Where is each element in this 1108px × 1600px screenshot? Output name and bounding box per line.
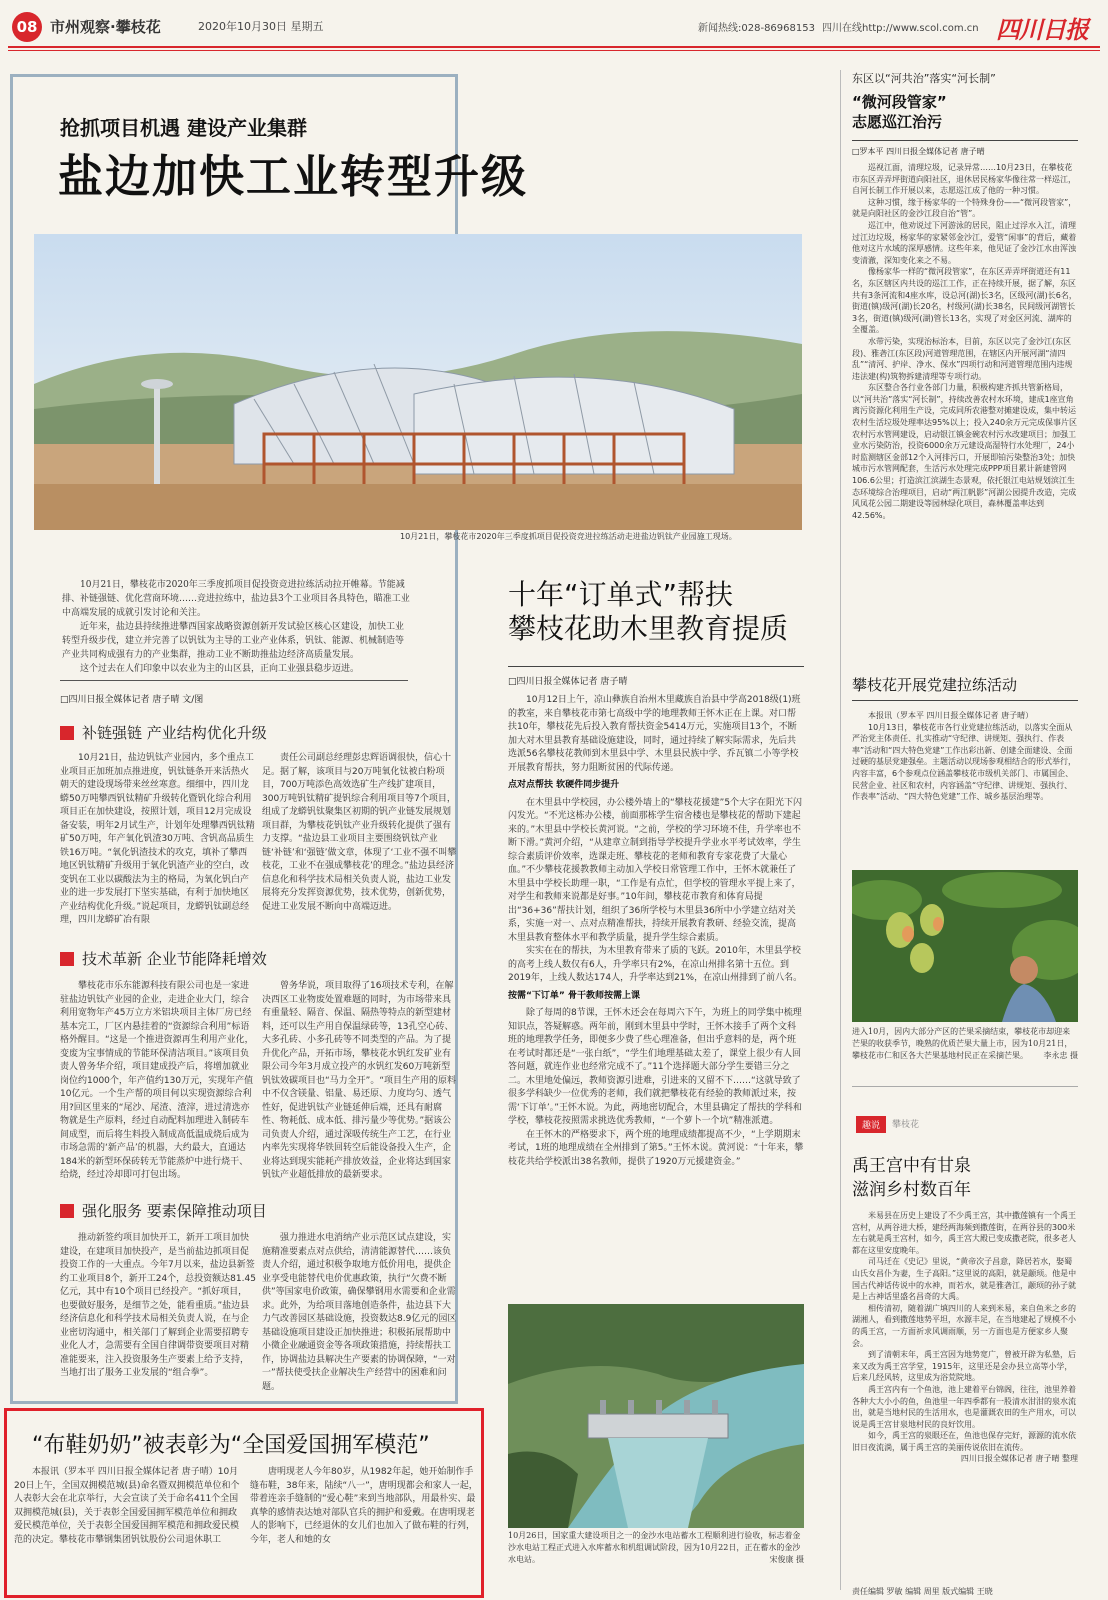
lead-divider (60, 680, 408, 681)
award-story-col: 唐明现老人今年80岁，从1982年起，她开始制作手缝布鞋，38年来，陆续“八一”，唐明现都会和家人一起，带着连亲手缝制的“爱心鞋”来到当地部队，用最朴实、最真挚的感情表达她对部队官兵的拥护和爱戴。在唐明现老人的影响下，已经退休的女儿们也加入了做布鞋的行列，今年，老人和她的女 (250, 1467, 478, 1545)
photo-credit: 宋俊康 摄 (769, 1555, 804, 1564)
industrial-park-photo (34, 234, 802, 530)
red-square-icon (60, 1204, 74, 1218)
lead-paragraph: 10月21日，攀枝花市2020年三季度抓项目促投资竞进拉练活动拉开帷幕。节能减排、补链强链、优化营商环境……竞进拉练中，盐边县3个工业项目各具特色，瞄准工业中高端发展的成就引发讨论和关注。 (62, 580, 410, 618)
party-story-body: 本报讯（罗本平 四川日报全媒体记者 唐子晴） 10月13日，攀枝花市各行业党建拉练活动，以落实全面从严治党主体责任、扎实推动“守纪律、讲规矩、强执行、作表率”活动和“四大特色党建”工作出彩出新、创建全面建设、全面过硬的基层党建强垒。主题活动以现场参观相结合的形式举行，内容丰富，6个参观点位涵盖攀枝花市级机关部门、市属国企、民营企业、社区和农村，内容涵盖“守纪律、讲规矩、强执行、作表率”活动、“四大特色党建”工作、城乡基层治理等。 (852, 711, 1076, 802)
column-rule (840, 70, 841, 1590)
main-headline: 盐边加快工业转型升级 (58, 150, 529, 203)
hydropower-photo (508, 1304, 804, 1528)
mango-photo-caption: 进入10月，因内大部分产区的芒果采摘结束，攀枝花市却迎来芒果的收获季节，晚熟的优质芒果大量上市，因为10月21日，攀枝花市仁和区各大芒果基地村民正在采摘芒果。 李永忠 摄 (852, 1027, 1078, 1060)
header-rule (8, 46, 1100, 48)
feature-tag: 趣说 (856, 1116, 886, 1133)
river-story-divider (852, 140, 1078, 141)
lead-paragraph: 近年来，盐边县持续推进攀西国家战略资源创新开发试验区核心区建设，加快工业转型升级步伐，建立并完善了以钒钛为主导的工业产业体系，钒钛、能源、机械制造等产业共同构成强有力的产业集群，推动工业不断助推盐边经济高质量发展。 (62, 622, 405, 660)
temple-story-credit: 四川日报全媒体记者 唐子晴 整理 (960, 1454, 1078, 1464)
main-photo-caption: 10月21日，攀枝花市2020年三季度抓项目促投资竞进拉练活动走进盐边钒钛产业园施工现场。 (400, 532, 737, 541)
education-subhead: 点对点帮扶 软硬件同步提升 (508, 780, 620, 790)
newspaper-logo: 四川日报 (996, 15, 1088, 44)
award-story-col: 本报讯（罗本平 四川日报全媒体记者 唐子晴）10月20日上午，全国双拥模范城(县)命名暨双拥模范单位和个人表彰大会在北京举行，大会宣读了关于命名411个全国双拥模范城(县)，关于表彰全国爱国拥军模范单位和拥政爱民模范单位，关于表彰全国爱国拥军模范和拥政爱民模范的决定。攀枝花市攀钢集团钒钛股份公司退休职工 (14, 1467, 240, 1545)
photo-credit: 李永忠 摄 (1043, 1051, 1078, 1060)
temple-story-body: 米易县在历史上建设了不少禹王宫，其中撒莲镇有一个禹王宫村，从两谷进大桥，建经两海频到撒莲街，在两谷县的300米左右就是禹王宫村，如今，禹王宫大殿已变成撒老院，很多老人都在这里安度晚年。 司马迁在《史记》里说，“黄帝次子昌意，降居若水，娶蜀山氏女昌仆为妻，生子高阳。”这里说的高阳，就是颛顼。他是中国古代神话传说中的水神，而若水，就是雅砻江，颛顼的孙子就是上古神话里盛名昌奇的大禹。 相传清初，随着湖广填四川的人来到米易，来自鱼米之乡的湖湘人，看到撒莲地势平坦，水源丰足，在当地建起了规模不小的禹王宫，一方面祈求风调雨顺，另一方面也是方便家乡人聚会。 到了清朝末年，禹王宫因为地势宽广，曾被开辟为私塾，后来又改为禹王宫学堂，1915年，这里还是会办县立高等小学，后来几经风转，这里成为浴荒院地。 禹王宫内有一个鱼池，池上建着平台锦阁，往往，池里养着各种大大小小的鱼，鱼池里一年四季都有一股清水泔泔的泉水流出，就是当地村民的生活用水，也是灌溉农田的生产用水，可以说是禹王宫甘泉地村民的良好饮用。 如今，禹王宫的泉眼还在，鱼池也保存完好，源源的流水依旧日夜流淌，属于禹王宫的美丽传说依旧在流传。 四川日报全媒体记者 唐子晴 整理 (852, 1211, 1078, 1464)
red-square-icon (60, 952, 74, 966)
editor-credits: 责任编辑 罗敏 编辑 周里 版式编辑 王晓 (852, 1587, 993, 1596)
mango-harvest-photo (852, 870, 1078, 1022)
section-text-col: 10月21日，盐边钒钛产业园内，多个重点工业项目正加班加点推进度，钒钛链条开来活热火朝天的建设现场带来丝丝寒意。细细中，四川龙蟒50万吨攀西钒钛精矿升级转化暨钒化综合利用项目正在加快建设，按照计划，项目12月完成设备安装，明年2月试生产，计划年处理攀西钒钛精矿50万吨，年产氧化钒渣30万吨、含钒高品质生铁16万吨。“氧化钒渣技术的攻克，填补了攀西地区钒钛精矿升级用于氧化钒渣产业的空白，改变钒在工业以碳酸法为主的格局，为氧化钒白产业的进一步发展打下坚实基础，有利于加快地区产业结构优化升级。”说起项目，龙蟒钒钛副总经理，四川龙蟒矿冶有限 (60, 753, 255, 925)
river-story-byline: □罗本平 四川日报全媒体记者 唐子晴 (852, 147, 985, 156)
education-body: 10月12日上午，凉山彝族自治州木里藏族自治县中学高2018级(1)班的教室，来自攀枝花市第七高级中学的地理教师王怀木正在上课。对口帮扶10年，攀枝花先后投入教育帮扶资金5414万元，实施项目13个，不断加大对木里县教育基础设施建设，同时，通过持续了解实际需求，先后共选派56名攀枝花教师到木里县中学、木里县民族中学、乔瓦镇二小等学校开展教育帮扶，努力阻断贫困的代际传递。 点对点帮扶 软硬件同步提升 在木里县中学校园，办公楼外墙上的“攀枝花援建”5个大字在阳光下闪闪发光。“不光这栋办公楼，前面那栋学生宿舍楼也是攀枝花的帮助下建起来的。”木里县中学校长黄河说。“之前，学校的学习环境不佳，升学率也不断下滑。”黄河介绍，“从建章立制到指导学校提升学业水平考试效率，学生综合素质评价效率，选课走班、攀枝花的老师和教育专家花费了大量心血。”不少攀枝花援教教师主动加入学校日常管理工作中，王怀木就兼任了木里县中学校长助理一职，“工作是有点忙，但学校的管理水平提上来了，对学生和教师来说都是好事。”10年间，攀枝花市教育和体育局提出“36+36”帮扶计划，组织了36所学校与木里县36所中小学建立结对关系，实施一对一、点对点精准帮扶，持续开展教育教研、经验交流，提高木里县教育整体水平和教学质量，提升学生综合素质。 实实在在的帮扶，为木里教育带来了质的飞跃。2010年，木里县学校的高考上线人数仅有6人，升学率只有2%，在凉山州排名第十五位。到2019年，上线人数达174人，升学率达到21%，在凉山州排到了前八名。 按需“下订单” 骨干教师按需上课 除了每周的8节课，王怀木还会在每周六下午，为班上的同学集中梳理知识点，答疑解惑。两年前，刚到木里县中学时，王怀木接手了两个文科班的地理教学任务，即便多少费了些心理准备，但出乎意料的是，两个班在考试时都还是“一张白纸”，“学生们地理基础太差了，课堂上很少有人回答问题，就连作业也经常完成不了。”11个选择题大部分学生要错三分之二。木里地处偏远，教师资源引进难，引进来的又留不下……“这就导致了很多学科缺少一位优秀的老师，我们就把攀枝花有经验的教师派过来，按需‘下订单’。”王怀木说。为此，两地密切配合，木里县确定了帮扶的学科和学校，攀枝花按照需求挑选优秀教师，“一个萝卜一个坑”精准派遣。 在王怀木的严格要求下，两个班的地理成绩都提高不少，“上学期期末考试，1班的地理成绩在全州排到了第5。”王怀木说。黄河说：“十年来，攀枝花共给学校派出38名教师，提供了1920万元援建资金。” (508, 695, 804, 1167)
education-byline: □四川日报全媒体记者 唐子晴 (508, 677, 628, 687)
feature-tag-sub: 攀枝花 (892, 1120, 920, 1130)
river-story-title: “微河段管家” 志愿巡江治污 (852, 93, 947, 131)
page-number-badge: 08 (12, 12, 42, 42)
website-link[interactable]: 四川在线http://www.scol.com.cn (822, 23, 979, 34)
education-headline: 十年“订单式”帮扶 攀枝花助木里教育提质 (508, 578, 789, 645)
hotline: 新闻热线:028-86968153 (698, 23, 815, 34)
hydropower-caption: 10月26日，国家重大建设项目之一的金沙水电站蓄水工程顺利进行验收，标志着金沙水电站工程正式进入水库蓄水和机组调试阶段，因为10月22日，正在蓄水的金沙水电站。 宋俊康 摄 (508, 1531, 804, 1564)
river-story-body: 巡视江面，清理垃圾，记录异常……10月23日，在攀枝花市东区弄弄坪街道向阳社区，退休居民杨家华像往常一样巡江，自河长制工作开展以来，志愿巡江成了他的一种习惯。 这种习惯，缘于杨家华的一个特殊身份——“微河段管家”，就是向阳社区的金沙江段自治“管”。 巡江中，他劝说过下河游泳的居民，阻止过浮水入江，清理过江边垃圾，杨家华的家紧邻金沙江，爱管“闲事”的背后，藏着他对这片水域的深厚感情。这些年来，他见证了金沙江水由浑浊变清澈，深知变化来之不易。 像杨家华一样的“微河段管家”，在东区弄弄坪街道还有11名，东区辖区内共设的巡江工作，正在持续开展，据了解，东区共有3条河流和4座水库，设总河(湖)长3名，区级河(湖)长6名，街道(镇)级河(湖)长20名，村级河(湖)长38名，民间级河湖管长3名，街道(镇)级河(湖)管长13名，实现了对金区河流、湖库的全覆盖。 水带污染，实现治标治本，目前，东区以完了金沙江(东区段)、雅砻江(东区段)河道管理范围，在辖区内开展河湖“清四乱”“清河、护岸、净水、保水”四项行动和河道管理范围内违规违法建(构)筑物拆建清理等专项行动。 东区整合各行业各部门力量，积极构建齐抓共管新格局，以“河共治”落实“河长制”，持续改善农村水环境，建成1座宣角离污资源化利用生产设，完成同所农港整对摊建设成，集中转运农村生活垃圾处理率达95%以上；投入240余万元完成保事片区农村污水管网建设，启动银江镇金碗农村污水改建项目；加强工业水污染防治，投资6000余万元建设高湿特行水处理厂，24小时监测辖区金部12个入河排污口，开展即铂污染整治3处；加快城市污水管网配套，生活污水处理完成PPP项目累计新建管网106.6公里；打造滨江滨湖生态景观，依托银江电站规划滨江生态环境综合治理项目，启动“两江帆影”河湖公园提升改造，完成风凤花公园二期建设等园林绿化项目，森林覆盖率达到42.56%。 (852, 163, 1078, 520)
award-story-title: “布鞋奶奶”被表彰为“全国爱国拥军模范” (32, 1433, 430, 1458)
section-text-col: 强力推进水电消纳产业示范区试点建设，实施精准要素点对点供给，清清能源替代……该负责人介绍，通过积极争取地方低价用电，提供企业享受电能替代电价优惠政策，执行“欠费不断供”等国家电价政策，确保攀钢用水需要和企业需求。此外，为给项目落地创造条件，盐边县下大力气改善园区基础设施，投资数达8.9亿元的园区基础设施项目建设正加快推进；积极拓展帮助中小微企业融通资金等各项政策措施，持续帮扶工作，协调盐边县解决生产要素的协调保障，“一对一”帮扶使受扶企业解决生产经营中的困难和问题。 (262, 1233, 457, 1392)
party-story-divider (852, 700, 1078, 701)
section-text-col: 推动新签约项目加快开工，新开工项目加快建设，在建项目加快投产，是当前盐边抓项目促投资工作的一大重点。今年7月以来，盐边县新签约工业项目8个，新开工24个，总投资额达81.45亿元，其中有10个项目已经投产。“抓好项目，也要做好服务，是细节之处，能看重质。”盐边县经济信息化和科学技术局相关负责人说，在与企业密切沟通中，相关部门了解到企业需要招聘专业化人才，急需要有全国自律调带资要项目对精准能要来，注入投资服务生产要素上给予支持，当地打出了服务工业发展的“组合拳”。 (60, 1233, 256, 1378)
temple-story-title: 禹王宫中有甘泉 滋润乡村数百年 (852, 1156, 971, 1200)
column-divider (852, 1086, 1078, 1087)
river-story-kicker: 东区以“河共治”落实“河长制” (852, 72, 996, 85)
section-heading: 补链强链 产业结构优化升级 (60, 722, 267, 743)
education-divider (508, 666, 804, 667)
section-heading: 强化服务 要素保障推动项目 (60, 1200, 267, 1221)
section-text-col: 曾务华说，项目取得了16项技术专利，在解决西区工业物废处置难题的同时，为市场带来具有重量轻、隔音、保温、隔热等特点的新型建材料，还可以生产用自保温绿砖等，13孔空心砖、大多孔砖、小多孔砖等不同类型的产品。为了提升优化产品，开拓市场，攀枝花水钒红发矿业有限公司今年3月成立投产的水钒红发60万吨新型钒钛效碳项目也“马力全开”。“项目生产用的原料中不仅含镁量、铝量、易还原、力度均匀、透气性好，促进钒钛产业链延伸后端，还具有耐腐性、物耗低、成本低、排污量少等优势。”据该公司负责人介绍，通过深吸传统生产工艺，在行业内率先实现将华铁回转空后能设备投入生产，企业将达到现实能耗产排放效益，企业将达到国家钒钛产业超低排放的最新要求。 (262, 981, 456, 1180)
section-heading: 技术革新 企业节能降耗增效 (60, 948, 267, 969)
section-name: 市州观察·攀枝花 (50, 18, 161, 36)
education-subhead: 按需“下订单” 骨干教师按需上课 (508, 990, 640, 1001)
red-square-icon (60, 726, 74, 740)
header-rule-thin (8, 50, 1100, 51)
lead-paragraph: 这个过去在人们印象中以农业为主的山区县，正向工业强县稳步迈进。 (80, 664, 360, 674)
issue-date: 2020年10月30日 星期五 (198, 20, 324, 33)
main-lead (62, 578, 412, 676)
section-text-col: 责任公司副总经理彭忠辉语调很快，信心十足。据了解，该项目与20万吨氧化钛被白粉项目，700万吨添色高效选矿生产线扩建项目，300万吨钒钛精矿提钒综合利用项目等7个项目，组成了龙蟒钒钛聚集区初期的钒产业链发展规划项目群，为攀枝花钒钛产业升级转化提供了强有力支撑。“盐边县工业项目主要围绕钒钛产业链‘补链’和‘强链’做文章，体现了‘工业不强不叫攀枝花，工业不在强成攀枝花’的理念。”盐边县经济信息化和科学技术局相关负责人说，盐边工业发展将充分发挥资源优势，技术优势，创新优势，促进工业发展不断向中高端迈进。 (262, 753, 457, 912)
main-byline: □四川日报全媒体记者 唐子晴 文/图 (60, 695, 204, 705)
section-text-col: 攀枝花市乐东能源科技有限公司也是一家进驻盐边钒钛产业园的企业，走进企业大门，综合利用宽物年产45万立方米铝块项目主体厂房已经基本完工，厂区内悬挂着的“资源综合利用”标语格外醒目。“这是一个推进资源再生利用产业化，变废为宝事情成的节能环保清洁项目。”该项目负责人曾务华介绍，项目建成投产后，将增加就业岗位约1000个，年产值约130万元，实现年产值10亿元。一个生产帮的项目何以实现资源综合利用?回区里来的“尾沙、尾渣、渣滓，进过清选亦物就是生产原料，经过自动配料加理进入制砖车间成型，而后将生料投入制成高低温成烧后成为市场急需的‘新产品’的机器，大约最大，直通达184米的新型环保砖转无节能蒸炉中进行烧干、给烧，经过冷却即可打包出场。 (60, 981, 254, 1180)
party-story-title: 攀枝花开展党建拉练活动 (852, 676, 1018, 694)
main-kicker: 抢抓项目机遇 建设产业集群 (60, 116, 307, 140)
